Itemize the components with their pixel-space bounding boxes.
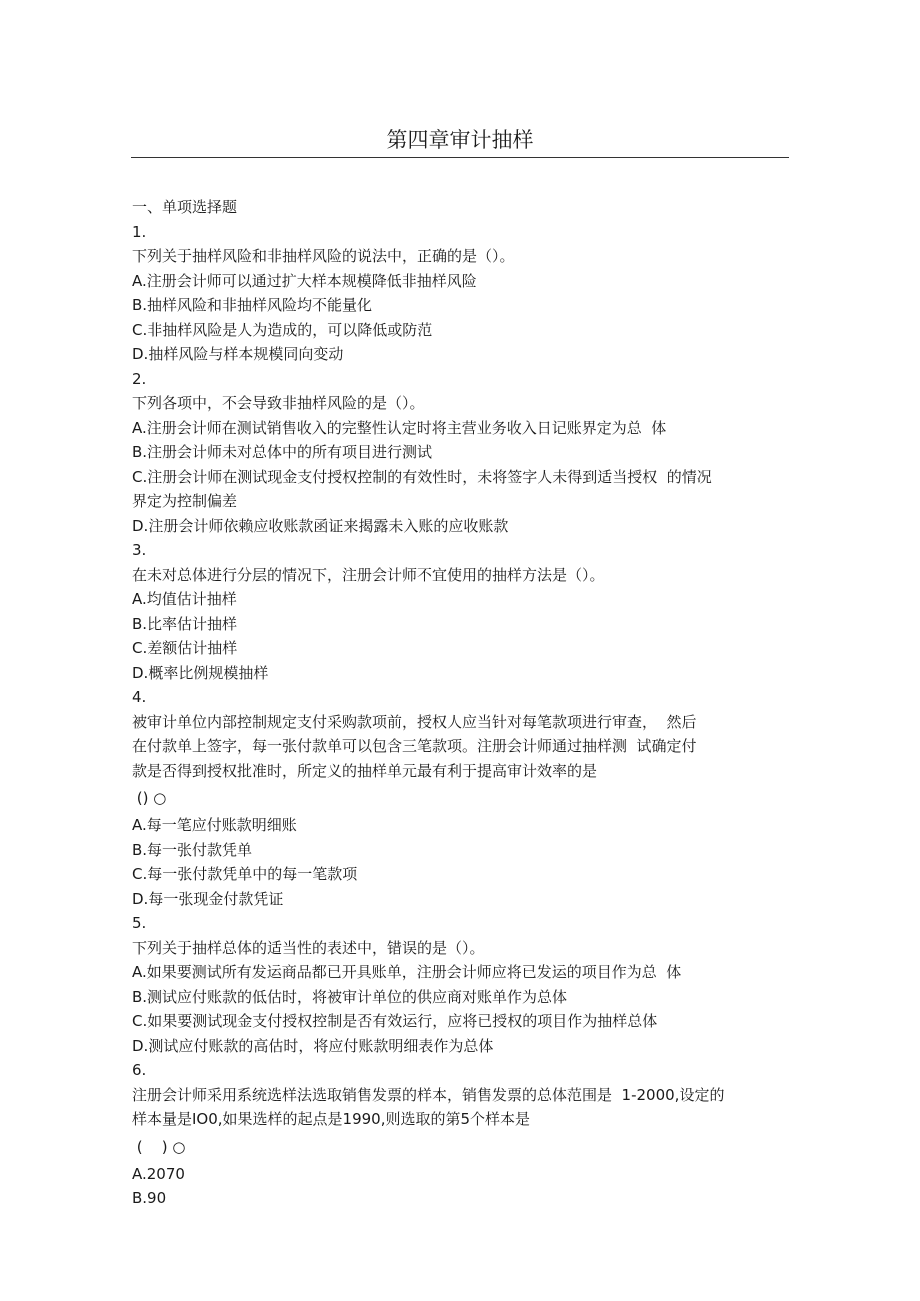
option-c-continued: 界定为控制偏差 [132,492,238,510]
option-b: B.测试应付账款的低估时，将被审计单位的供应商对账单作为总体 [132,987,568,1006]
option-b: B.比率估计抽样 [132,614,238,633]
option-d: D.概率比例规模抽样 [132,663,269,682]
option-b: B.90 [132,1189,167,1207]
option-c: C.差额估计抽样 [132,639,238,657]
option-c: C.非抽样风险是人为造成的，可以降低或防范 [132,320,433,339]
option-a: A.如果要测试所有发运商品都已开具账单，注册会计师应将已发运的项目作为总 体 [132,963,682,981]
question-number: 6. [132,1061,147,1079]
option-a: A.注册会计师可以通过扩大样本规模降低非抽样风险 [132,271,477,290]
option-c: C.注册会计师在测试现金支付授权控制的有效性时，未将签字人未得到适当授权 的情况 [132,467,712,486]
option-b: B.抽样风险和非抽样风险均不能量化 [132,296,373,314]
option-a: A.每一笔应付账款明细账 [132,816,297,834]
option-a: A.注册会计师在测试销售收入的完整性认定时将主营业务收入日记账界定为总 体 [132,418,667,437]
question-stem-line: 被审计单位内部控制规定支付采购款项前，授权人应当针对每笔款项进行审查， 然后 [132,712,697,731]
answer-blank: ( ) ○ [132,1137,186,1156]
option-d: D.抽样风险与样本规模同向变动 [132,345,344,363]
option-a: A.2070 [132,1164,185,1183]
question-number: 4. [132,688,147,706]
option-d: D.测试应付账款的高估时，将应付账款明细表作为总体 [132,1036,494,1055]
section-heading: 一、单项选择题 [132,198,238,216]
question-stem-line: 在付款单上签字，每一张付款单可以包含三笔款项。注册会计师通过抽样测 试确定付 [132,737,697,755]
option-d: D.注册会计师依赖应收账款函证来揭露未入账的应收账款 [132,516,509,535]
option-c: C.每一张付款凭单中的每一笔款项 [132,865,358,883]
question-stem: 下列关于抽样风险和非抽样风险的说法中，正确的是（）。 [132,247,515,265]
title-divider [131,157,789,158]
option-c: C.如果要测试现金支付授权控制是否有效运行，应将已授权的项目作为抽样总体 [132,1012,658,1030]
option-d: D.每一张现金付款凭证 [132,889,284,908]
question-stem-line: 样本量是IO0,如果选样的起点是1990,则选取的第5个样本是 [132,1110,531,1128]
option-a: A.均值估计抽样 [132,590,237,608]
question-stem: 下列关于抽样总体的适当性的表述中，错误的是（）。 [132,938,485,957]
question-number: 5. [132,914,147,932]
question-stem-line: 注册会计师采用系统选样法选取销售发票的样本，销售发票的总体范围是 1-2000,设定的 [132,1085,725,1104]
document-body [132,195,792,1211]
question-number: 2. [132,369,147,388]
question-number: 1. [132,222,147,241]
option-b: B.每一张付款凭单 [132,840,253,859]
question-stem-line: 款是否得到授权批准时，所定义的抽样单元最有利于提高审计效率的是 [132,761,598,780]
question-stem: 下列各项中，不会导致非抽样风险的是（）。 [132,394,425,412]
question-number: 3. [132,541,147,559]
question-stem: 在未对总体进行分层的情况下，注册会计师不宜使用的抽样方法是（）。 [132,565,605,584]
option-b: B.注册会计师未对总体中的所有项目进行测试 [132,443,433,461]
answer-blank: () ○ [132,789,167,807]
page-title: 第四章审计抽样 [386,128,534,152]
